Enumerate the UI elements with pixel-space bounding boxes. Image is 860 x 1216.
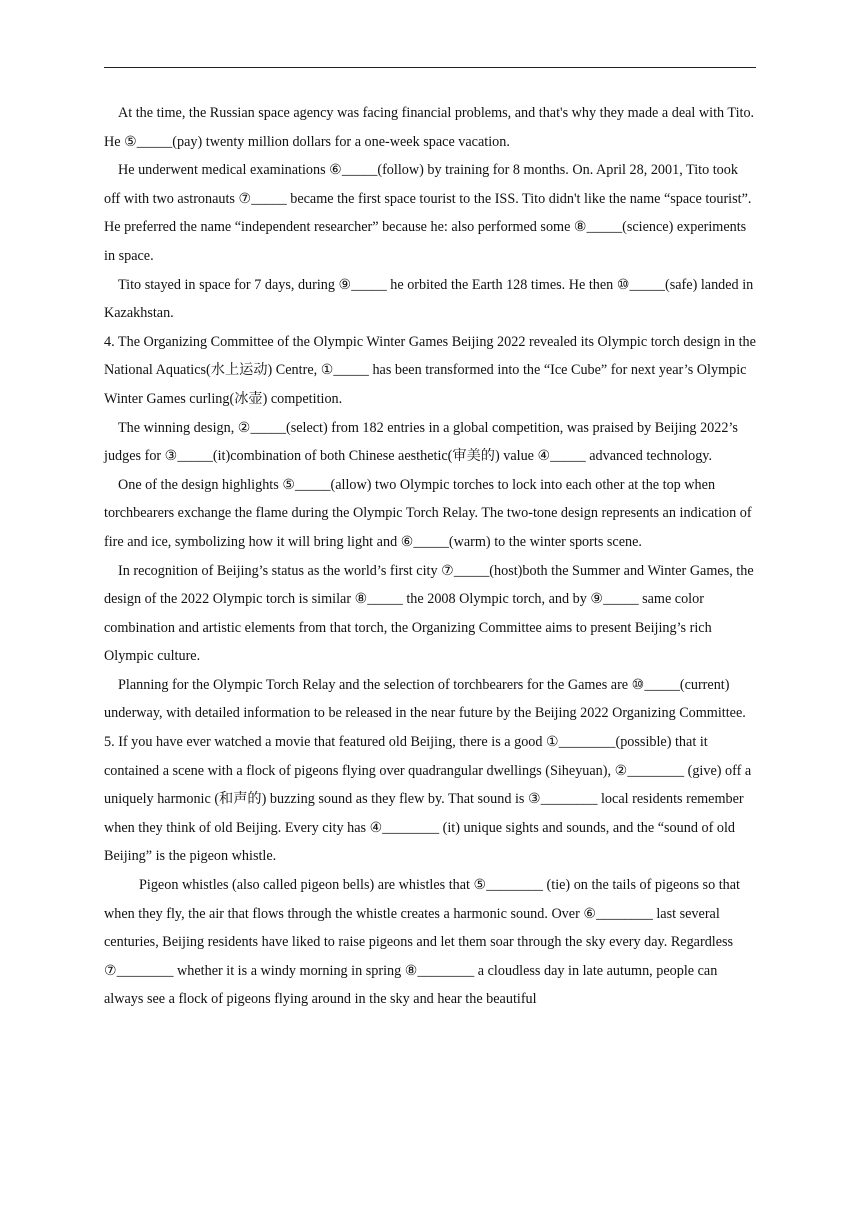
paragraph-q4-planning: Planning for the Olympic Torch Relay and the selection of torchbearers for the Games are ⑩_____(current) underway, with detailed information to be released in the near future by the Beijing 2022 Organizing Committee. — [104, 676, 746, 722]
paragraph-q5-intro: 5. If you have ever watched a movie that featured old Beijing, there is a good ①________(possible) that it contained a scene with a flock of pigeons flying over quadrangular dwellings (Siheyuan), ②________ (give) off a uniquely harmonic (和声的) buzzing sound as they flew by. That sound is ③________ local residents remember when they think of old Beijing. Every city has ④________ (it) unique sights and sounds, and the “sound of old Beijing” is the pigeon whistle. — [104, 734, 752, 865]
paragraph-q4-design: The winning design, ②_____(select) from 182 entries in a global competition, was praised by Beijing 2022’s judges for ③_____(it)combination of both Chinese aesthetic(审美的) value ④_____ advanced technology. — [104, 419, 738, 465]
paragraph-q4-intro: 4. The Organizing Committee of the Olympic Winter Games Beijing 2022 revealed its Olympic torch design in the National Aquatics(水上运动) Centre, ①_____ has been transformed into the “Ice Cube” for next year’s Olympic Winter Games curling(冰壶) competition. — [104, 333, 756, 407]
paragraph-q5-whistles: Pigeon whistles (also called pigeon bells) are whistles that ⑤________ (tie) on the tails of pigeons so that when they fly, the air that flows through the whistle creates a harmonic sound. Over ⑥________ last several centuries, Beijing residents have liked to raise pigeons and let them soar through the sky every day. Regardless ⑦________ whether it is a windy morning in spring ⑧________ a cloudless day in late autumn, people can always see a flock of pigeons flying around in the sky and hear the beautiful — [104, 877, 740, 1008]
paragraph-tito-deal: At the time, the Russian space agency was facing financial problems, and that's why they made a deal with Tito. He ⑤_____(pay) twenty million dollars for a one-week space vacation. — [104, 105, 755, 150]
header-rule — [104, 67, 756, 68]
document-body — [104, 99, 756, 1014]
paragraph-tito-orbit: Tito stayed in space for 7 days, during ⑨_____ he orbited the Earth 128 times. He then ⑩_____(safe) landed in Kazakhstan. — [104, 276, 754, 322]
paragraph-q4-highlights: One of the design highlights ⑤_____(allow) two Olympic torches to lock into each other at the top when torchbearers exchange the flame during the Olympic Torch Relay. The two-tone design represents an indication of fire and ice, symbolizing how it will bring light and ⑥_____(warm) to the winter sports scene. — [104, 476, 752, 550]
paragraph-tito-training: He underwent medical examinations ⑥_____(follow) by training for 8 months. On. April 28, 2001, Tito took off with two astronauts ⑦_____ became the first space tourist to the ISS. Tito didn't like the name “space tourist”. He preferred the name “independent researcher” because he: also performed some ⑧_____(science) experiments in space. — [104, 162, 752, 264]
paragraph-q4-recognition: In recognition of Beijing’s status as the world’s first city ⑦_____(host)both the Summer and Winter Games, the design of the 2022 Olympic torch is similar ⑧_____ the 2008 Olympic torch, and by ⑨_____ same color combination and artistic elements from that torch, the Organizing Committee aims to present Beijing’s rich Olympic culture. — [104, 562, 754, 665]
